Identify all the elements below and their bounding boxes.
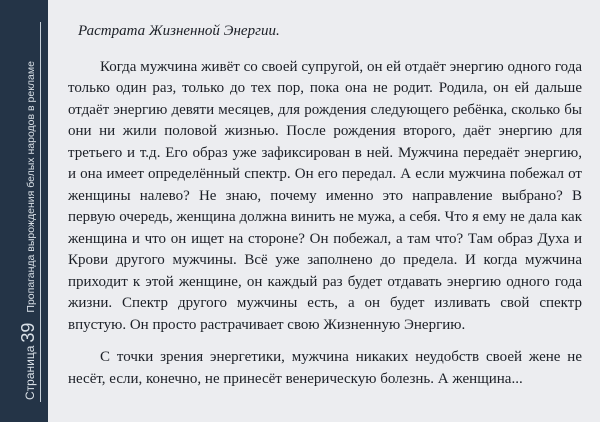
page-number: 39 xyxy=(18,322,38,343)
article xyxy=(68,21,582,401)
book-title: Пропаганда вырождения белых народов в рекламе xyxy=(25,61,37,313)
sidebar-divider xyxy=(40,22,41,402)
sidebar-caption xyxy=(18,61,39,400)
paragraph-1: Когда мужчина живёт со своей супругой, он ей отдаёт энергию одного года только один раз, только до тех пор, пока она не родит. Родила, он ей дальше отдаёт энергию девяти месяцев, для рождения следующего ребёнка, сколько бы они ни жили половой жизнью. После рождения второго, даёт энергию для третьего и т.д. Его образ уже зафиксирован в ней. Мужчина передаёт энергию, и она имеет определённый спектр. Он его передал. А если мужчина побежал от женщины налево? Не знаю, почему именно это направление выбрано? В первую очередь, женщина должна винить не мужа, а себя. Что я ему не дала как женщина и что он ищет на стороне? Он побежал, а там что? Там образ Духа и Крови другого мужчины. Всё уже заполнено до предела. И когда мужчина приходит к этой женщине, он каждый раз будет отдавать энергию одного года жизни. Спектр другого мужчины есть, а он будет изливать свой спектр впустую. Он просто растрачивает свою Жизненную Энергию. xyxy=(68,58,582,333)
document-page xyxy=(48,0,600,422)
sidebar xyxy=(0,0,48,422)
article-title: Растрата Жизненной Энергии. xyxy=(78,23,280,39)
page-label: Страница xyxy=(23,345,37,400)
paragraph-2: С точки зрения энергетики, мужчина никаких неудобств своей жене не несёт, если, конечно, не принесёт венерическую болезнь. А женщина... xyxy=(68,349,582,387)
